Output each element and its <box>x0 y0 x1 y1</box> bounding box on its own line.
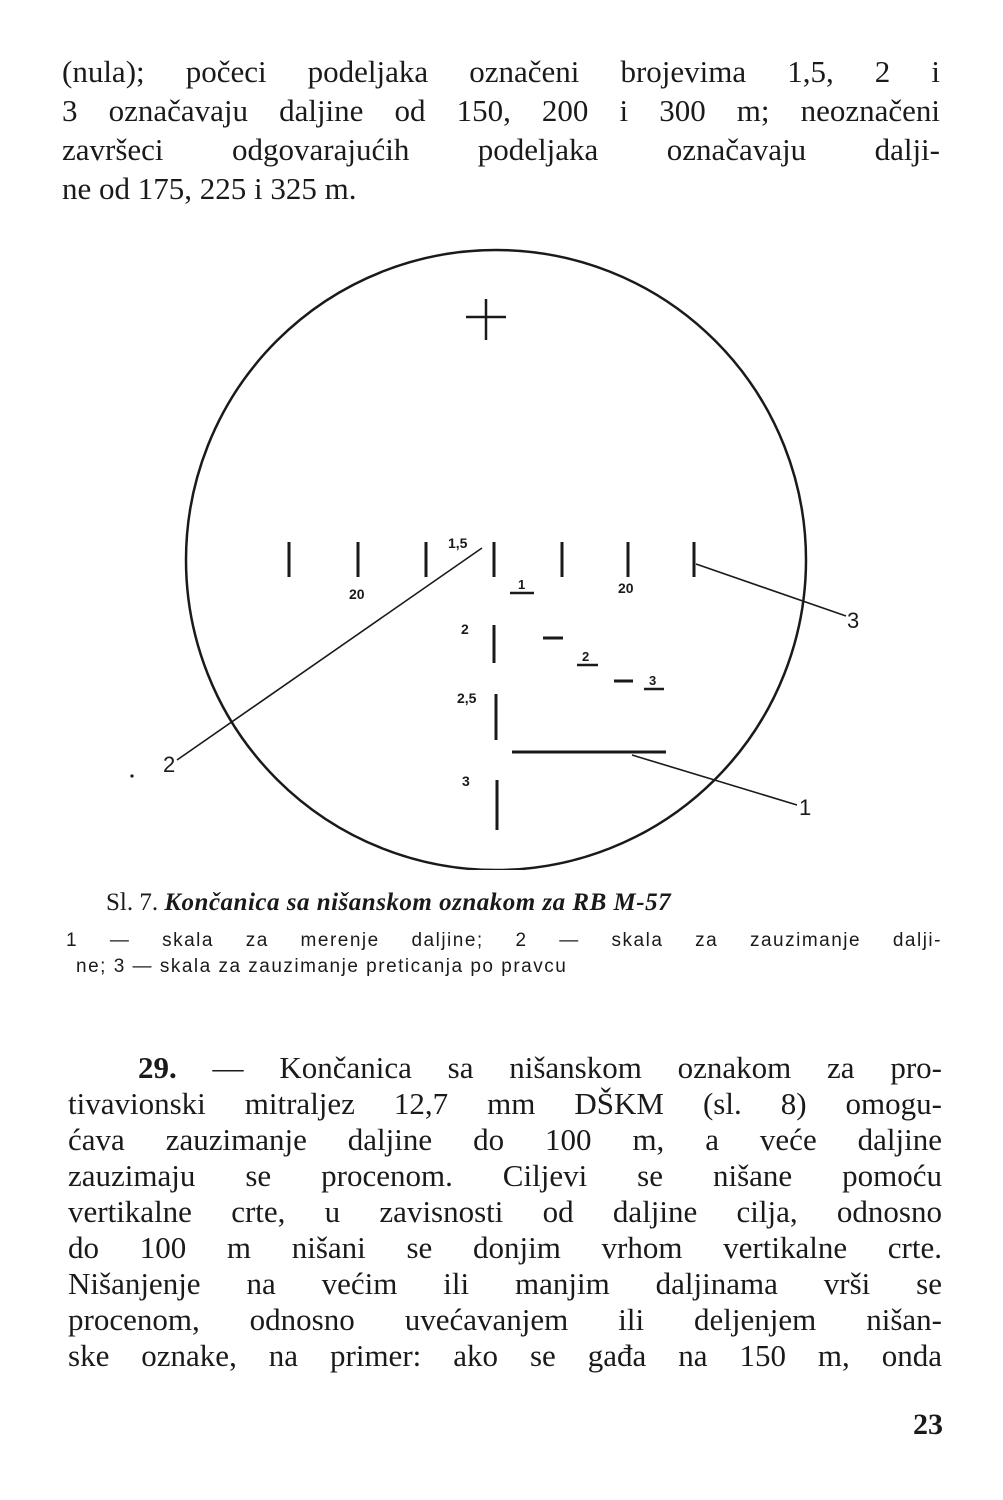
paragraph-line: ćava zauzimanje daljine do 100 m, a veće daljine <box>68 1122 942 1157</box>
scan-speck <box>130 774 133 777</box>
callout-leader-3 <box>696 564 846 616</box>
figure-legend-line: 1 — skala za merenje daljine; 2 — skala za zauzimanje dalji- <box>66 930 942 951</box>
lead-number-1: 1 <box>518 577 526 592</box>
paragraph-line: ske oznake, na primer: ako se gađa na 150 m, onda <box>68 1338 942 1373</box>
reticle-figure <box>0 220 1003 870</box>
top-paragraph <box>62 52 940 208</box>
callout-number-2: 2 <box>163 752 176 777</box>
tick-label-20-left: 20 <box>349 586 365 602</box>
page-number: 23 <box>913 1408 943 1441</box>
top-paragraph-line: (nula); počeci podeljaka označeni brojevima 1,5, 2 i <box>62 54 940 89</box>
paragraph-number: 29. <box>138 1050 177 1085</box>
range-label-2: 2 <box>461 621 469 637</box>
top-paragraph-line: završeci odgovarajućih podeljaka označavaju dalji- <box>62 132 940 167</box>
paragraph-line: — Končanica sa nišanskom oznakom za pro- <box>212 1050 942 1085</box>
paragraph-line: vertikalne crte, u zavisnosti od daljine cilja, odnosno <box>68 1194 942 1229</box>
range-label-3: 3 <box>462 773 470 789</box>
paragraph-line: do 100 m nišani se donjim vrhom vertikalne crte. <box>68 1230 942 1265</box>
reticle-circle <box>186 250 806 870</box>
reticle-diagram <box>0 220 1003 870</box>
figure-title: Končanica sa nišanskom oznakom za RB M-57 <box>164 889 672 916</box>
paragraph-line-first <box>68 1050 942 1086</box>
range-label-1-5: 1,5 <box>448 535 468 551</box>
callout-leader-2 <box>177 548 482 760</box>
figure-legend-line: ne; 3 — skala za zauzimanje preticanja po pravcu <box>76 956 568 977</box>
paragraph-line: procenom, odnosno uvećavanjem ili deljenjem nišan- <box>68 1302 942 1337</box>
figure-caption-title <box>106 888 906 918</box>
range-label-2-5: 2,5 <box>457 690 477 706</box>
top-paragraph-line: 3 označavaju daljine od 150, 200 i 300 m; neoznačeni <box>62 93 940 128</box>
paragraph-line: zauzimaju se procenom. Ciljevi se nišane pomoću <box>68 1158 942 1193</box>
paragraph-line: tivavionski mitraljez 12,7 mm DŠKM (sl. 8) omogu- <box>68 1086 942 1121</box>
figure-legend <box>66 928 942 980</box>
lead-number-3: 3 <box>649 673 657 688</box>
lead-number-2: 2 <box>582 649 590 664</box>
paragraph-29 <box>68 1050 942 1374</box>
callout-number-1: 1 <box>799 795 812 820</box>
callout-leader-1 <box>632 755 797 805</box>
figure-number: Sl. 7. <box>106 889 159 916</box>
callout-number-3: 3 <box>847 608 860 633</box>
tick-label-20-right: 20 <box>618 580 634 596</box>
top-paragraph-line: ne od 175, 225 i 325 m. <box>62 171 357 206</box>
paragraph-line: Nišanjenje na većim ili manjim daljinama vrši se <box>68 1266 942 1301</box>
